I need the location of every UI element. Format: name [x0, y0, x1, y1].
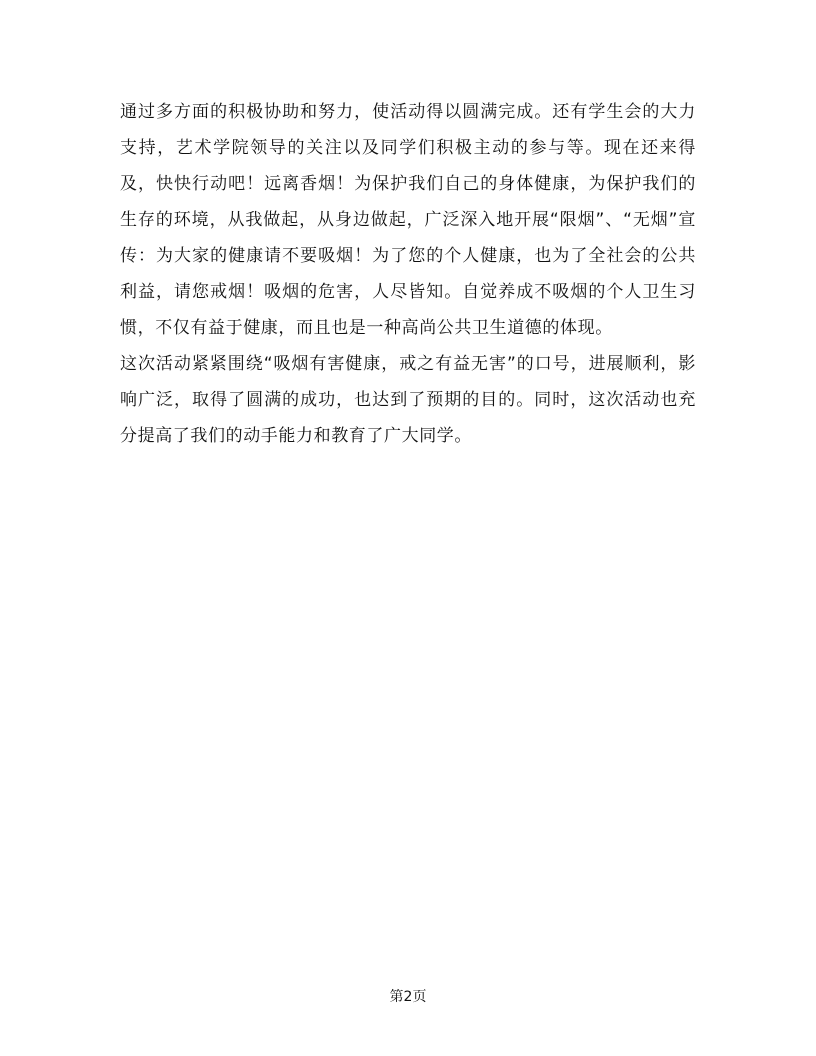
document-body [120, 94, 696, 454]
paragraph-2: 这次活动紧紧围绕“吸烟有害健康，戒之有益无害”的口号，进展顺利，影响广泛，取得了圆满的成功，也达到了预期的目的。同时，这次活动也充分提高了我们的动手能力和教育了广大同学。 [120, 354, 696, 446]
page-number-footer: 第2页 [389, 989, 427, 1005]
paragraph-1: 通过多方面的积极协助和努力，使活动得以圆满完成。还有学生会的大力支持，艺术学院领导的关注以及同学们积极主动的参与等。现在还来得及，快快行动吧！远离香烟！为保护我们自己的身体健康，为保护我们的生存的环境，从我做起，从身边做起，广泛深入地开展“限烟”、“无烟”宣传：为大家的健康请不要吸烟！为了您的个人健康，也为了全社会的公共利益，请您戒烟！吸烟的危害，人尽皆知。自觉养成不吸烟的个人卫生习惯，不仅有益于健康，而且也是一种高尚公共卫生道德的体现。 [120, 102, 696, 338]
